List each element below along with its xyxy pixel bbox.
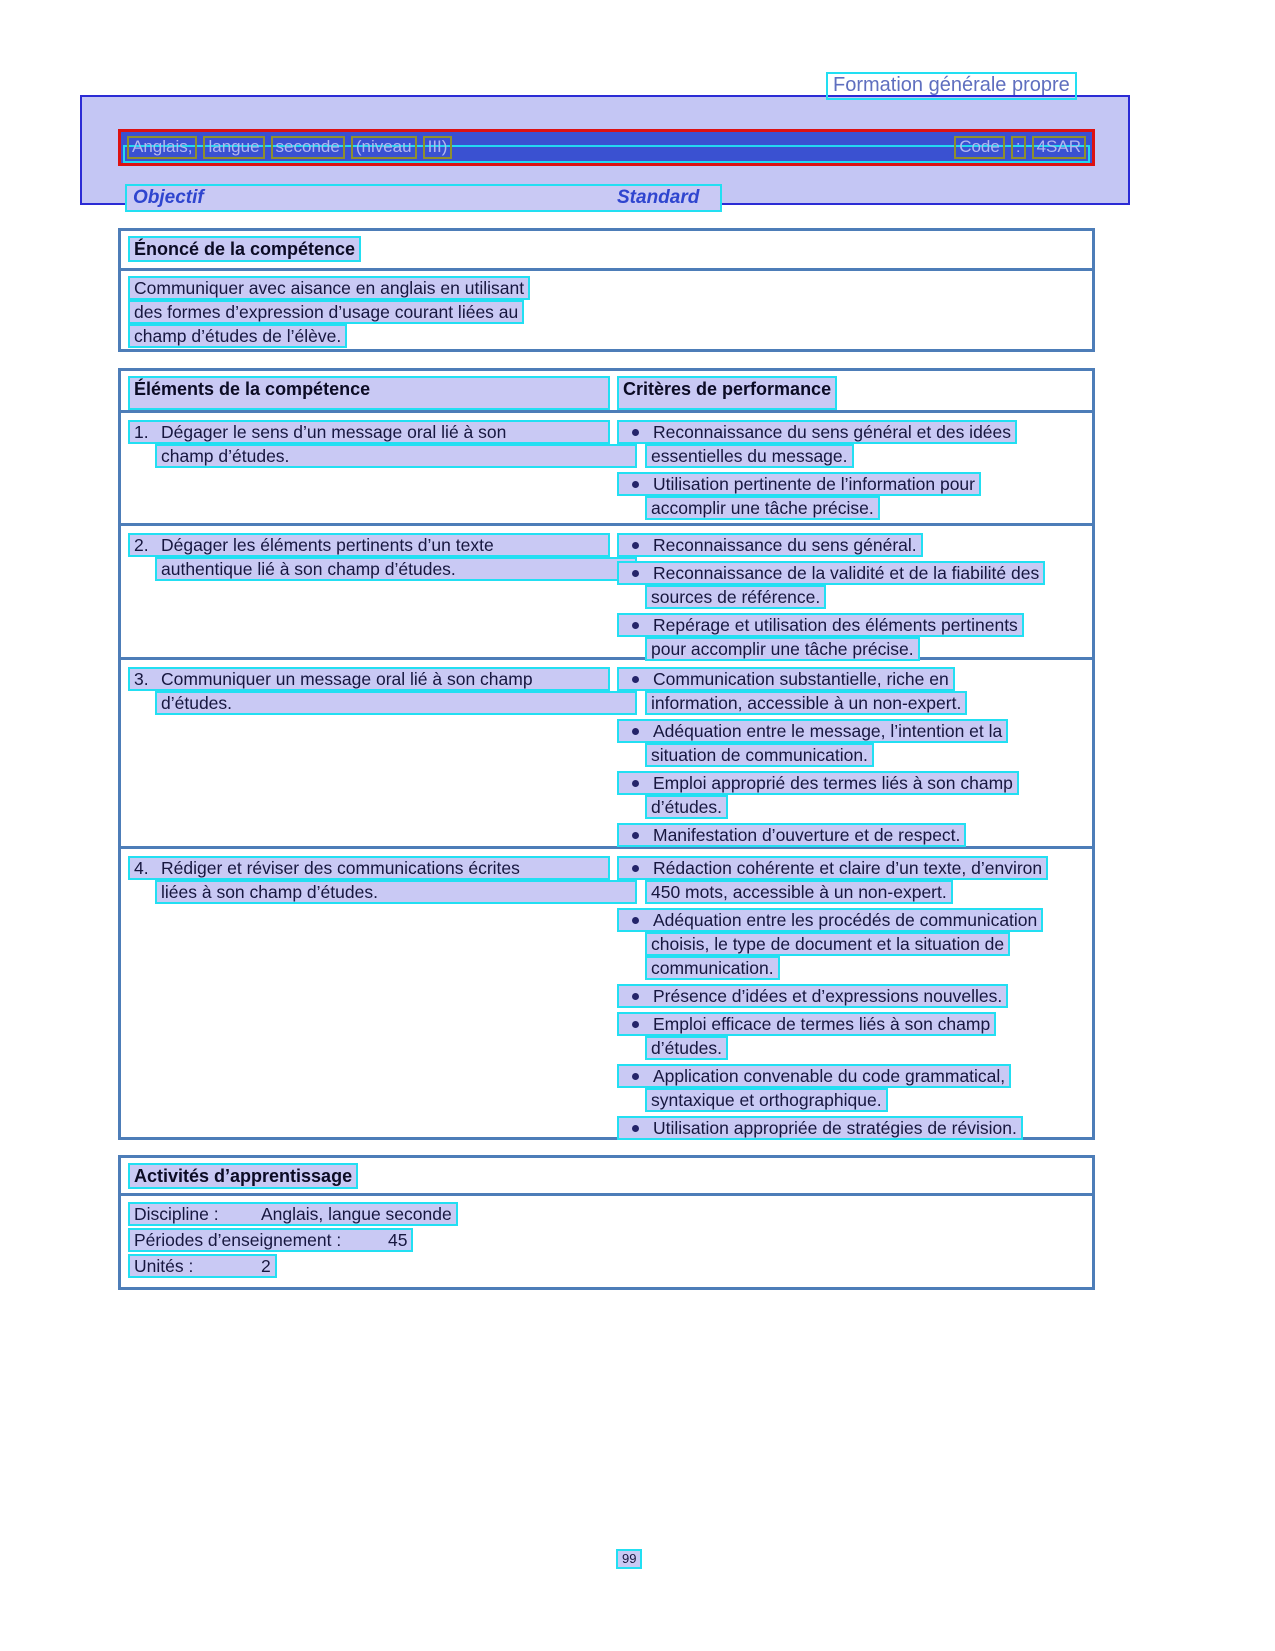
criterion (617, 667, 1088, 715)
enonce-table-body (121, 271, 1092, 348)
criterion-text: Adéquation entre les procédés de communication (653, 910, 1038, 930)
criterion-line: situation de communication. (645, 743, 874, 767)
bullet-icon (632, 429, 639, 436)
criterion (617, 561, 1088, 609)
criterion-line (617, 719, 1008, 743)
criterion (617, 533, 1088, 557)
criteria-cell (617, 413, 1092, 523)
criteres-header-label: Critères de performance (617, 376, 837, 410)
activities-header-label: Activités d’apprentissage (128, 1163, 358, 1189)
table-row (121, 413, 1092, 523)
criterion-line: choisis, le type de document et la situation de (645, 932, 1010, 956)
element-number: 4. (134, 858, 149, 878)
course-word: (niveau (351, 136, 417, 159)
criterion (617, 908, 1088, 980)
criterion (617, 856, 1088, 904)
enonce-line: Communiquer avec aisance en anglais en utilisant (128, 276, 530, 300)
course-word: seconde (271, 136, 345, 159)
criterion-text: Emploi efficace de termes liés à son champ (653, 1014, 991, 1034)
element-cell (121, 526, 617, 657)
bullet-icon (632, 780, 639, 787)
bullet-icon (632, 865, 639, 872)
element-number: 3. (134, 669, 149, 689)
element-line: authentique lié à son champ d’études. (155, 557, 637, 581)
criterion-text: Reconnaissance du sens général. (653, 535, 917, 555)
table-row (121, 523, 1092, 657)
element-line (128, 667, 610, 691)
bullet-icon (632, 542, 639, 549)
elements-header-label: Éléments de la compétence (128, 376, 610, 410)
objectif-standard-strip (125, 184, 722, 212)
table-row (121, 657, 1092, 846)
element-line (128, 420, 610, 444)
enonce-line: champ d’études de l’élève. (128, 324, 347, 348)
discipline-field (128, 1202, 458, 1226)
criterion-line (617, 533, 923, 557)
criterion (617, 823, 1088, 847)
criterion-line: syntaxique et orthographique. (645, 1088, 888, 1112)
criterion-line (617, 667, 955, 691)
criterion (617, 1012, 1088, 1060)
objectif-heading: Objectif (133, 187, 204, 208)
bullet-icon (632, 570, 639, 577)
criterion-line: essentielles du message. (645, 444, 854, 468)
criterion-text: Rédaction cohérente et claire d’un texte, d’environ (653, 858, 1043, 878)
criterion-line: d’études. (645, 1036, 728, 1060)
element-line: champ d’études. (155, 444, 637, 468)
page-number: 99 (616, 1549, 642, 1569)
criterion-line (617, 984, 1008, 1008)
unites-value: 2 (261, 1256, 271, 1276)
criterion-text: Présence d’idées et d’expressions nouvelles. (653, 986, 1003, 1006)
element-line (128, 856, 610, 880)
criterion-text: Reconnaissance du sens général et des idées (653, 422, 1012, 442)
course-title-bar (118, 129, 1095, 166)
bullet-icon (632, 1073, 639, 1080)
criterion-line (617, 472, 981, 496)
element-cell (121, 413, 617, 523)
criterion-text: Emploi approprié des termes liés à son champ (653, 773, 1013, 793)
periodes-value: 45 (388, 1230, 408, 1250)
bullet-icon (632, 993, 639, 1000)
enonce-header-label: Énoncé de la compétence (128, 236, 361, 262)
bullet-icon (632, 1125, 639, 1132)
element-line: liées à son champ d’études. (155, 880, 637, 904)
criterion-text: Utilisation pertinente de l’information pour (653, 474, 975, 494)
elements-table (118, 368, 1095, 1140)
criterion (617, 1116, 1088, 1140)
criteria-cell (617, 849, 1092, 1138)
criterion-line: accomplir une tâche précise. (645, 496, 880, 520)
criterion-text: Adéquation entre le message, l’intention et la (653, 721, 1003, 741)
criterion-line (617, 420, 1017, 444)
criterion-line: d’études. (645, 795, 728, 819)
course-title (127, 136, 452, 159)
table-row (121, 846, 1092, 1138)
criterion-text: Communication substantielle, riche en (653, 669, 949, 689)
criterion-line (617, 1012, 996, 1036)
course-word: III) (423, 136, 453, 159)
criterion-line (617, 856, 1048, 880)
bullet-icon (632, 832, 639, 839)
element-number: 1. (134, 422, 149, 442)
criterion (617, 613, 1088, 661)
criterion (617, 771, 1088, 819)
bullet-icon (632, 676, 639, 683)
criterion-text: Utilisation appropriée de stratégies de révision. (653, 1118, 1017, 1138)
unites-field (128, 1254, 277, 1278)
criterion (617, 420, 1088, 468)
bullet-icon (632, 481, 639, 488)
criterion-line: 450 mots, accessible à un non-expert. (645, 880, 953, 904)
criterion-line (617, 908, 1043, 932)
discipline-label: Discipline : (134, 1204, 219, 1224)
criterion-text: Repérage et utilisation des éléments pertinents (653, 615, 1018, 635)
enonce-table (118, 228, 1095, 352)
criterion-line (617, 561, 1045, 585)
unites-label: Unités : (134, 1256, 194, 1276)
course-word: langue (203, 136, 264, 159)
criterion-text: Reconnaissance de la validité et de la fiabilité des (653, 563, 1040, 583)
criteria-cell (617, 660, 1092, 846)
criterion-line: information, accessible à un non-expert. (645, 691, 967, 715)
criterion-line (617, 823, 966, 847)
criterion (617, 984, 1088, 1008)
periodes-field (128, 1228, 413, 1252)
element-number: 2. (134, 535, 149, 555)
bullet-icon (632, 622, 639, 629)
activities-table (118, 1155, 1095, 1290)
element-text: Rédiger et réviser des communications écrites (161, 858, 520, 878)
discipline-value: Anglais, langue seconde (261, 1204, 452, 1224)
element-cell (121, 660, 617, 846)
element-text: Dégager les éléments pertinents d’un texte (161, 535, 494, 555)
criterion-line (617, 1116, 1023, 1140)
criterion-text: Manifestation d’ouverture et de respect. (653, 825, 961, 845)
code-word: : (1011, 136, 1026, 159)
element-text: Dégager le sens d’un message oral lié à son (161, 422, 507, 442)
activities-table-body (121, 1196, 1092, 1278)
criterion-text: Application convenable du code grammatical, (653, 1066, 1006, 1086)
criterion-line: sources de référence. (645, 585, 826, 609)
activities-table-header (121, 1158, 1092, 1196)
code-word: Code (954, 136, 1005, 159)
course-code (954, 136, 1086, 159)
course-word: Anglais, (127, 136, 197, 159)
running-header: Formation générale propre (826, 72, 1077, 100)
criterion (617, 1064, 1088, 1112)
criterion (617, 472, 1088, 520)
criterion-line (617, 613, 1024, 637)
criterion-line (617, 771, 1019, 795)
element-text: Communiquer un message oral lié à son champ (161, 669, 533, 689)
standard-heading: Standard (617, 187, 700, 208)
criterion (617, 719, 1088, 767)
bullet-icon (632, 1021, 639, 1028)
criterion-line: communication. (645, 956, 780, 980)
elements-table-header (121, 371, 1092, 413)
enonce-table-header (121, 231, 1092, 271)
code-word: 4SAR (1032, 136, 1086, 159)
element-line (128, 533, 610, 557)
criteria-cell (617, 526, 1092, 657)
criterion-line: pour accomplir une tâche précise. (645, 637, 920, 661)
element-line: d’études. (155, 691, 637, 715)
bullet-icon (632, 917, 639, 924)
criterion-line (617, 1064, 1011, 1088)
element-cell (121, 849, 617, 1128)
periodes-label: Périodes d’enseignement : (134, 1230, 342, 1250)
enonce-line: des formes d’expression d’usage courant liées au (128, 300, 524, 324)
bullet-icon (632, 728, 639, 735)
